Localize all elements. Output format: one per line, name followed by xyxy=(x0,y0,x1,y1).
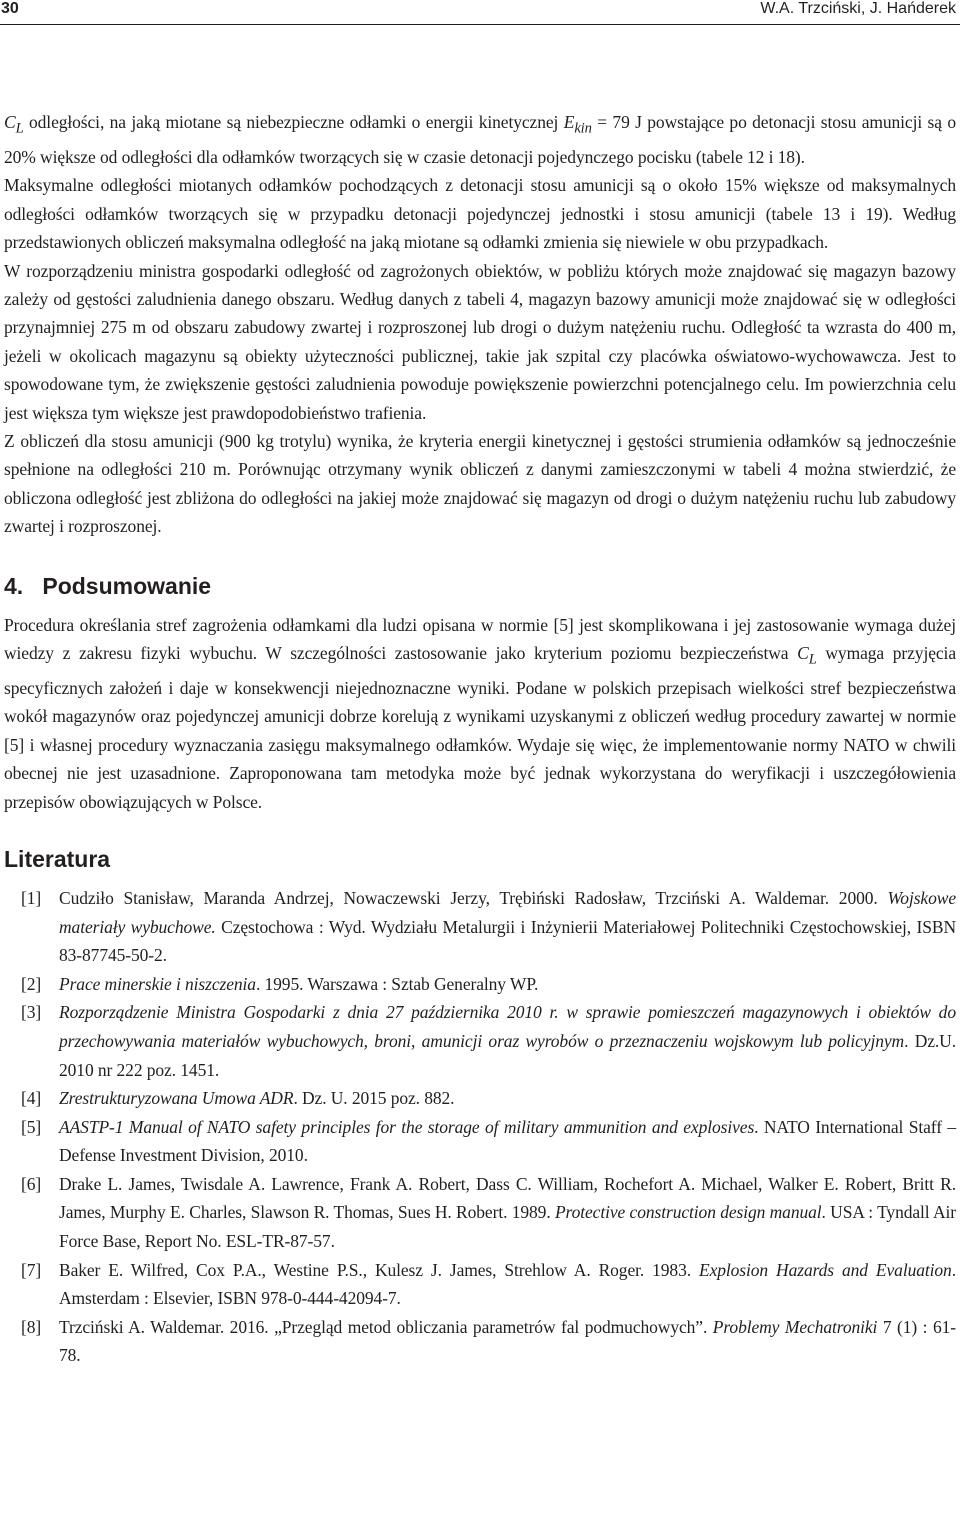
running-head-authors: W.A. Trzciński, J. Hańderek xyxy=(760,0,956,17)
header-rule xyxy=(0,24,960,25)
reference-item: [7] Baker E. Wilfred, Cox P.A., Westine P.S., Kulesz J. James, Strehlow A. Roger. 1983. Explosion Hazards and Evaluation. Amsterdam : Elsevier, ISBN 978-0-444-42094-7. xyxy=(21,1259,956,1309)
page-content xyxy=(4,108,956,1370)
section-heading-podsumowanie: 4. Podsumowanie xyxy=(4,572,212,599)
paragraph-4: Z obliczeń dla stosu amunicji (900 kg trotylu) wynika, że kryteria energii kinetycznej i gęstości strumienia odłamków są jednocześnie spełnione na odległości 210 m. Porównując otrzymany wynik obliczeń z danymi zamieszczonymi w tabeli 4 można stwierdzić, że obliczona odległość jest zbliżona do odległości na jakiej może znajdować się magazyn od drogi o dużym natężeniu ruchu lub zabudowy zwartej i rozproszonej. xyxy=(4,430,956,537)
reference-item: [4] Zrestrukturyzowana Umowa ADR. Dz. U. 2015 poz. 882. xyxy=(21,1088,455,1109)
reference-item: [8] Trzciński A. Waldemar. 2016. „Przegląd metod obliczania parametrów fal podmuchowych”. Problemy Mechatroniki 7 (1) : 61-78. xyxy=(21,1316,956,1366)
paragraph-2: Maksymalne odległości miotanych odłamków pochodzących z detonacji stosu amunicji są o około 15% większe od maksymalnych odległości odłamków tworzących się w przypadku detonacji pojedynczej jednostki i stosu amunicji (tabele 13 i 19). Według przedstawionych obliczeń maksymalna odległość na jaką miotane są odłamki zmienia się niewiele w obu przypadkach. xyxy=(4,175,956,253)
reference-item: [3] Rozporządzenie Ministra Gospodarki z dnia 27 października 2010 r. w sprawie pomieszczeń magazynowych i obiektów do przechowywania materiałów wybuchowych, broni, amunicji oraz wyrobów o przeznaczeniu wojskowym lub policyjnym. Dz.U. 2010 nr 222 poz. 1451. xyxy=(21,1002,956,1080)
symbol-cl: $C_L$ xyxy=(797,643,817,668)
page-header xyxy=(0,0,960,22)
reference-list xyxy=(4,884,956,1370)
reference-item: [2] Prace minerskie i niszczenia. 1995. Warszawa : Sztab Generalny WP. xyxy=(21,973,539,994)
summary-paragraph: Procedura określania stref zagrożenia odłamkami dla ludzi opisana w normie [5] jest skomplikowana i jej zastosowanie wymaga dużej wiedzy z zakresu fizyki wybuchu. W szczególności zastosowanie jako kryterium poziomu bezpieczeństwa $C_L$ wymaga przyjęcia specyficznych założeń i daje w konsekwencji niejednoznaczne wyniki. Podane w polskich przepisach wielkości stref bezpieczeństwa wokół magazynów oraz pojedynczej amunicji dobrze korelują z wynikami uzyskanymi z obliczeń według procedury zawartej w normie [5] i własnej procedury wyznaczania zasięgu maksymalnego odłamków. Wydaje się więc, że implementowanie normy NATO w chwili obecnej nie jest uzasadnione. Zaproponowana tam metodyka może być jednak wykorzystana do weryfikacji i uszczegółowienia przepisów obowiązujących w Polsce. xyxy=(4,614,956,812)
paragraph-1: $C_L$ odległości, na jaką miotane są niebezpieczne odłamki o energii kinetycznej $E_{kin} = 79$ J powstające po detonacji stosu amunicji są o 20% większe od odległości dla odłamków tworzących się w czasie detonacji pojedynczego pocisku (tabele 12 i 18). xyxy=(4,112,956,167)
page-number: 30 xyxy=(1,0,19,17)
reference-item: [5] AASTP-1 Manual of NATO safety principles for the storage of military ammunition and explosives. NATO International Staff – Defense Investment Division, 2010. xyxy=(21,1116,956,1166)
reference-item: [1] Cudziło Stanisław, Maranda Andrzej, Nowaczewski Jerzy, Trębiński Radosław, Trzciński A. Waldemar. 2000. Wojskowe materiały wybuchowe. Częstochowa : Wyd. Wydziału Metalurgii i Inżynierii Materiałowej Politechniki Częstochowskiej, ISBN 83-87745-50-2. xyxy=(21,887,956,966)
paragraph-3: W rozporządzeniu ministra gospodarki odległość od zagrożonych obiektów, w pobliżu których może znajdować się magazyn bazowy zależy od gęstości zaludnienia danego obszaru. Według danych z tabeli 4, magazyn bazowy amunicji może znajdować się w odległości przynajmniej 275 m od obszaru zabudowy zwartej i rozproszonej lub drogi o dużym natężeniu ruchu. Odległość ta wzrasta do 400 m, jeżeli w okolicach magazynu są obiekty użyteczności publicznej, takie jak szpital czy placówka oświatowo-wychowawcza. Jest to spowodowane tym, że zwiększenie gęstości zaludnienia powoduje powiększenie powierzchni potencjalnego celu. Im powierzchnia celu jest większa tym większe jest prawdopodobieństwo trafienia. xyxy=(4,260,956,423)
symbol-ekin: $E_{kin}$ xyxy=(563,112,592,137)
symbol-cl: $C_L$ xyxy=(4,112,24,137)
reference-item: [6] Drake L. James, Twisdale A. Lawrence, Frank A. Robert, Dass C. William, Rochefort A. Michael, Walker E. Robert, Britt R. James, Murphy E. Charles, Slawson R. Thomas, Sues H. Robert. 1989. Protective construction design manual. USA : Tyndall Air Force Base, Report No. ESL-TR-87-57. xyxy=(21,1173,956,1252)
section-heading-literatura: Literatura xyxy=(4,845,111,872)
